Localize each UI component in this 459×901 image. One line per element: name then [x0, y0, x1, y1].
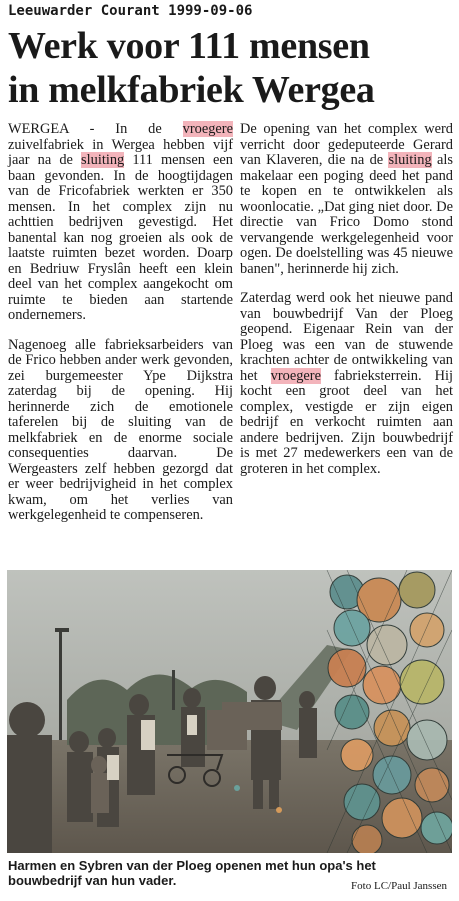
- article-text: Zaterdag werd ook het nieuwe pand van bouwbedrijf Van der Ploeg geopend. Eigenaar Rein van der Ploeg was een van de stuwende krachten achter de ontwikkeling van het: [240, 290, 453, 384]
- highlighted-word: sluiting: [388, 152, 432, 168]
- photo-illustration: [7, 570, 452, 853]
- photo-caption: Harmen en Sybren van der Ploeg openen met hun opa's het bouwbedrijf van hun vader.: [8, 858, 376, 888]
- article-paragraph: [8, 122, 233, 324]
- photo-credit: Foto LC/Paul Janssen: [351, 880, 447, 892]
- article-paragraph: [240, 122, 453, 277]
- article-text: als makelaar een poging deed het pand te kopen en te ontwikkelen als woonlocatie. „Dat ging niet door. De directie van Frico Domo stond vervangende werkgelegenheid voor ogen. De doelstelling was 45 nieuwe banen", herinnerde hij zich.: [240, 152, 453, 277]
- headline-line-1: Werk voor 111 mensen: [8, 25, 370, 67]
- article-text: Nagenoeg alle fabrieksarbeiders van de Frico hebben ander werk gevonden, zei burgemeester Ype Dijkstra zaterdag bij de opening. Hij herinnerde zich de emotionele taferelen bij de sluiting van de melkfabriek en de enorme sociale consequenties daarvan. De Wergeasters zelf hebben gezorgd dat er weer bedrijvigheid in het complex kwam, om het verlies van werkgelegenheid te compenseren.: [8, 336, 233, 523]
- headline-line-2: in melkfabriek Wergea: [8, 69, 375, 111]
- article-photo: [7, 570, 452, 853]
- article-text: 111 mensen een baan gevonden. In de hoogtijdagen van de Fricofabriek werkten er 350 mensen. In het complex zijn nu achttien bedrijven gevestigd. Het banental kan nog groeien als ook de laatste ruimten bezet worden. Doarp en Bedriuw Fryslân heeft een klein deel van het complex aangekocht om ruimte te bieden aan startende ondernemers.: [8, 152, 233, 323]
- article-text: De opening van het complex werd verricht door gedeputeerde Gerard van Klaveren, die na de: [240, 121, 453, 168]
- highlighted-word: vroegere: [270, 367, 321, 384]
- highlighted-word: vroegere: [182, 121, 233, 137]
- headline: [8, 24, 454, 112]
- article-text: fabrieksterrein. Hij kocht een groot deel van het complex, vestigde er zijn eigen bedrijf en verkocht ruimten aan andere bedrijven. Zijn bouwbedrijf is met 27 medewerkers een van de groteren in het complex.: [240, 367, 453, 477]
- article-text: zuivelfabriek in Wergea hebben vijf jaar na de: [8, 136, 233, 168]
- article-text: WERGEA - In de: [8, 121, 183, 137]
- article-column-right: [240, 122, 453, 491]
- article-paragraph: [240, 291, 453, 477]
- newspaper-source-date: Leeuwarder Courant 1999-09-06: [8, 3, 253, 19]
- article-column-left: [8, 122, 233, 538]
- highlighted-word: sluiting: [81, 152, 125, 168]
- article-paragraph: [8, 338, 233, 524]
